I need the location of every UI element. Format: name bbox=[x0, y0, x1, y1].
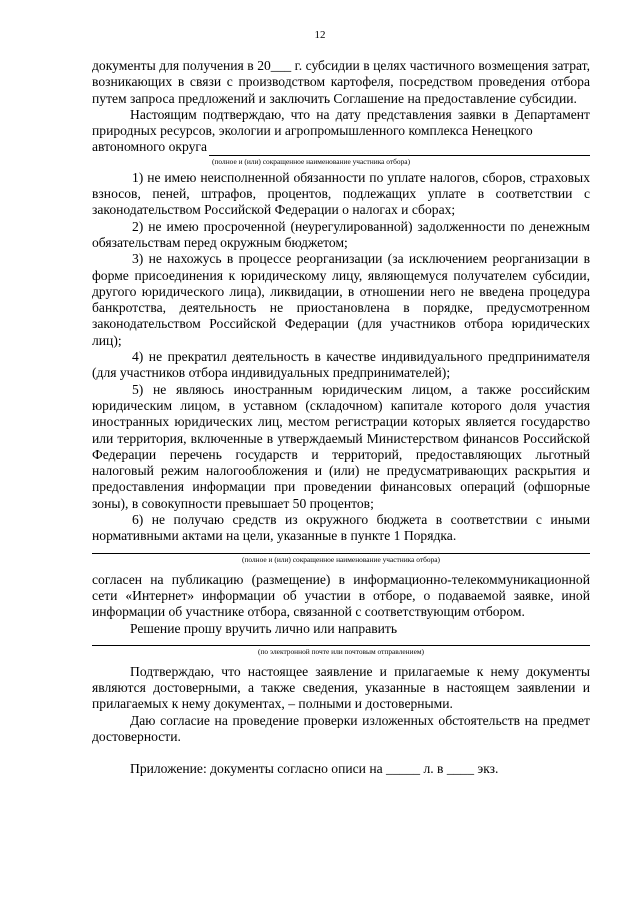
condition-item-5: 5) не являюсь иностранным юридическим лицом, а также российским юридическим лицом, в уставном (складочном) капитале которого доля участия иностранных юридических лиц, местом регистрации которых является государство или территория, включенные в утверждаемый Министерством финансов Российской Федерации перечень государств и территорий, предоставляющих льготный налоговый режим налогообложения и (или) не предусматривающих раскрытия и предоставления информации при проведении финансовых операций (офшорные зоны), в совокупности превышает 50 процентов; bbox=[92, 381, 590, 511]
decision-paragraph: Решение прошу вручить лично или направить bbox=[130, 620, 398, 636]
intro-paragraph: документы для получения в 20___ г. субсидии в целях частичного возмещения затрат, возникающих в связи с производством картофеля, посредством проведения отбора путем запроса предложений и заключить Соглашение на предоставление субсидии. bbox=[92, 58, 590, 106]
attachment-line: Приложение: документы согласно описи на _____ л. в ____ экз. bbox=[130, 761, 499, 777]
consent-publication-paragraph: согласен на публикацию (размещение) в информационно-телекоммуникационной сети «Интернет» информации об участии в отборе, о подаваемой заявке, иной информации об участнике отбора, связанной с соответствующим отбором. bbox=[92, 571, 590, 620]
condition-item-1: 1) не имею неисполненной обязанности по уплате налогов, сборов, страховых взносов, пеней, штрафов, процентов, подлежащих уплате в соответствии с законодательством Российской Федерации о налогах и сборах; bbox=[92, 169, 590, 218]
condition-item-3: 3) не нахожусь в процессе реорганизации (за исключением реорганизации в форме присоединения к юридическому лицу, являющемуся получателем субсидии, другого юридического лица), ликвидации, в отношении него не введена процедура банкротства, деятельность не приостановлена в порядке, предусмотренном законодательством Российской Федерации (для участников отбора юридических лиц); bbox=[92, 251, 590, 348]
participant-name-caption: (полное и (или) сокращенное наименование участника отбора) bbox=[212, 156, 411, 166]
condition-item-2: 2) не имею просроченной (неурегулированной) задолженности по денежным обязательствам перед окружным бюджетом; bbox=[92, 218, 590, 250]
condition-item-4: 4) не прекратил деятельность в качестве индивидуального предпринимателя (для участников отбора индивидуальных предпринимателей); bbox=[92, 349, 590, 381]
okrug-label: автономного округа bbox=[92, 139, 208, 155]
participant-name-blank-2 bbox=[92, 553, 590, 554]
consent-check-paragraph: Даю согласие на проведение проверки изложенных обстоятельств на предмет достоверности. bbox=[92, 712, 590, 744]
participant-name-blank bbox=[209, 143, 590, 156]
document-body bbox=[92, 58, 590, 778]
confirm-paragraph: Настоящим подтверждаю, что на дату представления заявки в Департамент природных ресурсов, экологии и агропромышленного комплекса Ненецкого bbox=[92, 106, 590, 139]
delivery-method-caption: (по электронной почте или почтовым отправлением) bbox=[258, 646, 424, 656]
page-number: 12 bbox=[314, 29, 326, 41]
condition-item-6: 6) не получаю средств из окружного бюджета в соответствии с иными нормативными актами на цели, указанные в пункте 1 Порядка. bbox=[92, 512, 590, 544]
participant-name-line bbox=[92, 139, 590, 155]
participant-name-caption-2: (полное и (или) сокращенное наименование участника отбора) bbox=[241, 554, 441, 564]
delivery-method-blank bbox=[92, 645, 590, 646]
reliability-paragraph: Подтверждаю, что настоящее заявление и прилагаемые к нему документы являются достоверными, а также сведения, указанные в настоящем заявлении и прилагаемых к нему документах, – полными и достоверными. bbox=[92, 663, 590, 712]
